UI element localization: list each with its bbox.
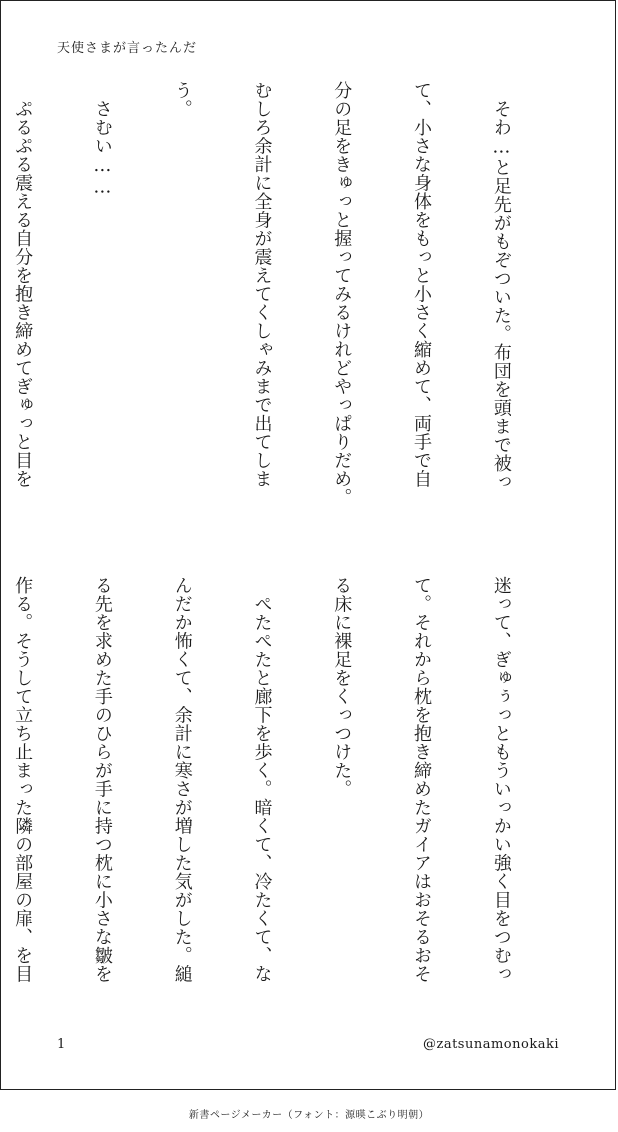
page-title: 天使さまが言ったんだ [57,41,198,56]
text-line: ぷるぷる震える自分を抱き締めてぎゅっと目を [12,81,34,488]
text-line: 迷って、ぎゅぅっともういっかい強く目をつむっ [490,576,512,983]
text-line: る床に裸足をくっつけた。 [331,576,353,798]
text-line: 分の足をきゅっと握ってみるけれどやっぱりだめ。 [331,81,353,507]
lower-text-block [0,576,567,983]
page-number: 1 [57,1037,66,1052]
text-line: う。 [171,81,193,118]
text-line: そわ…と足先がもぞついた。布団を頭まで被っ [490,81,512,491]
text-line: て、小さな身体をもっと小さく縮めて、両手で自 [411,81,433,488]
upper-text-block [0,81,567,521]
text-line: ぺたぺたと廊下を歩く。暗くて、冷たくて、な [251,576,273,983]
text-line: て。それから枕を抱き締めたガイアはおそるおそ [411,576,433,983]
generator-credit: 新書ページメーカー（フォント：源暎こぶり明朝） [188,1110,430,1121]
text-line: さむい…… [91,81,113,198]
text-line: むしろ余計に全身が震えてくしゃみまで出てしま [251,81,273,488]
author-handle: @zatsunamonokaki [422,1037,559,1052]
text-line: んだか怖くて、余計に寒さが増した気がした。縋 [171,576,193,983]
text-line: 作る。そうして立ち止まった隣の部屋の扉、を目 [12,576,34,983]
text-line: る先を求めた手のひらが手に持つ枕に小さな皺を [91,576,113,983]
